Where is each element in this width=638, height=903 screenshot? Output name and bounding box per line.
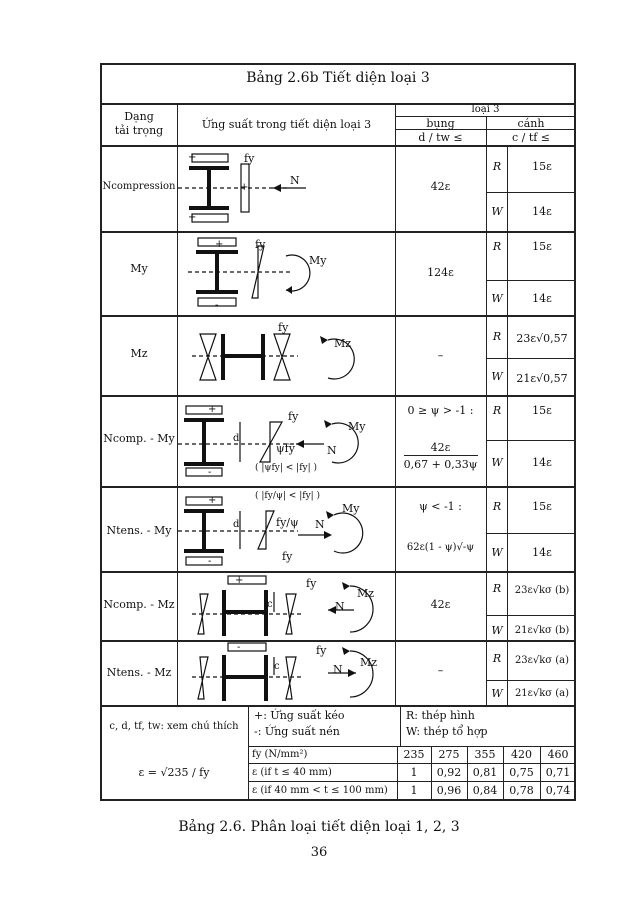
row-flange-rolled: 23ε√kσ (a) (514, 655, 570, 666)
ibeam-web (226, 675, 264, 679)
label-N: N (327, 444, 337, 457)
flange-top-box (228, 576, 266, 584)
label-Mz: Mz (360, 656, 378, 669)
row-flange-welded: 21ε√kσ (b) (514, 625, 570, 636)
ibeam-web (226, 610, 264, 614)
plus-sign: + (188, 152, 197, 163)
row-flange-rolled: 23ε√0,57 (516, 332, 568, 345)
plus-sign: + (188, 212, 197, 223)
label-fy-over-psi: fy/ψ (276, 516, 299, 529)
label-fy: fy (288, 410, 299, 423)
rule (486, 358, 576, 359)
welded-letter: W (491, 292, 503, 305)
header-load-type-1: Dạng (124, 110, 154, 123)
epsilon-formula: ε = √235 / fy (138, 766, 210, 779)
notes-symbols: c, d, tf, tw: xem chú thích (109, 721, 239, 732)
ibeam-web (215, 254, 219, 290)
table-title: Bảng 2.6b Tiết diện loại 3 (246, 70, 430, 86)
label-Mz: Mz (357, 587, 375, 600)
notes-rolled: R: thép hình (406, 709, 475, 722)
label-c: c (267, 599, 273, 610)
flange-top-box (192, 154, 228, 162)
ibeam-top-flange (184, 418, 224, 422)
label-My: My (348, 420, 366, 433)
ibeam-right-flange (264, 590, 268, 636)
row-load: Ntens. - Mz (106, 666, 172, 679)
label-My: My (309, 254, 327, 267)
flange-top-box (228, 643, 266, 651)
flange-stress-left (200, 334, 216, 380)
ibeam-left-flange (222, 590, 226, 636)
ibeam-web (225, 354, 261, 358)
row-web-limit: – (437, 349, 444, 362)
stress-diagram-bending-y (178, 232, 394, 314)
epsilon-cell: 1 (410, 766, 418, 779)
stress-diagram-tens-bending-z (178, 641, 394, 704)
ibeam-right-flange (261, 334, 265, 380)
row-flange-rolled: 15ε (532, 240, 552, 253)
row-load: My (130, 262, 148, 275)
minus-sign: - (208, 467, 212, 478)
label-N: N (290, 174, 300, 187)
rule (486, 533, 576, 534)
header-stress: Ứng suất trong tiết diện loại 3 (201, 118, 372, 131)
welded-letter: W (491, 205, 503, 218)
flange-top-box (186, 497, 222, 505)
rule (248, 763, 576, 764)
plus-sign: + (215, 239, 224, 250)
ibeam-top-flange (189, 166, 229, 170)
row-load: Ncomp. - Mz (103, 598, 175, 611)
welded-letter: W (491, 687, 503, 700)
moment-arc (334, 513, 363, 553)
label-N: N (333, 663, 343, 676)
label-d: d (233, 433, 240, 444)
page-number: 36 (310, 845, 328, 860)
rolled-letter: R (492, 500, 502, 513)
row-web-numerator: 42ε (430, 441, 451, 454)
epsilon-cell: 0,71 (545, 766, 571, 779)
ibeam-bottom-flange (184, 462, 224, 466)
minus-sign: - (208, 556, 212, 567)
notes-minus: -: Ứng suất nén (254, 725, 340, 738)
welded-letter: W (491, 370, 503, 383)
row-web-expression: 62ε(1 - ψ)√-ψ (406, 542, 475, 553)
row-load: Ntens. - My (106, 524, 172, 537)
row-flange-rolled: 15ε (532, 404, 552, 417)
epsilon-cell: 0,75 (509, 766, 534, 779)
row-flange-welded: 14ε (532, 205, 552, 218)
rolled-letter: R (492, 652, 502, 665)
label-N: N (335, 600, 345, 613)
ibeam-web (202, 422, 206, 462)
moment-arrowhead (286, 286, 292, 294)
minus-sign: - (237, 642, 241, 653)
rule (248, 781, 576, 782)
stress-diagram-comp-bending-z (178, 572, 394, 639)
row-web-limit: 124ε (427, 266, 454, 279)
ibeam-bottom-flange (196, 290, 238, 294)
label-psi-fy: ψfy (276, 442, 295, 455)
row-flange-welded: 14ε (532, 546, 552, 559)
plus-sign: + (208, 404, 217, 415)
rule (486, 192, 576, 193)
fraction-bar (404, 455, 478, 456)
label-fy: fy (306, 577, 317, 590)
row-web-limit: – (437, 664, 444, 677)
welded-letter: W (491, 624, 503, 637)
notes-plus: +: Ứng suất kéo (254, 709, 345, 722)
linear-stress-triangle (258, 511, 274, 549)
force-arrowhead (296, 440, 304, 448)
epsilon-row-label: ε (if t ≤ 40 mm) (252, 767, 332, 778)
epsilon-cell: 0,74 (545, 784, 571, 797)
label-My: My (342, 502, 360, 515)
rolled-letter: R (492, 330, 502, 343)
force-arrowhead (324, 531, 332, 539)
stress-diagram-compression (178, 146, 394, 230)
ibeam-top-flange (184, 509, 224, 513)
rule (486, 615, 576, 616)
rolled-letter: R (492, 240, 502, 253)
label-fy: fy (316, 644, 327, 657)
flange-top-box (186, 406, 222, 414)
epsilon-cell: 355 (474, 748, 496, 761)
epsilon-cell: 0,78 (509, 784, 534, 797)
moment-arrowhead (320, 336, 328, 344)
label-c: c (274, 661, 280, 672)
rule (400, 705, 401, 746)
epsilon-cell: 0,92 (436, 766, 462, 779)
flange-stress-right (286, 657, 296, 699)
condition-note: ( |ψfy| < |fy| ) (255, 463, 318, 473)
ibeam-web (202, 513, 206, 549)
rule (248, 746, 576, 747)
plus-sign: + (235, 575, 244, 586)
rolled-letter: R (492, 404, 502, 417)
row-web-limit: 42ε (430, 598, 451, 611)
row-flange-welded: 14ε (532, 456, 552, 469)
label-N: N (315, 518, 325, 531)
flange-stress-left (198, 657, 208, 699)
flange-bottom-box (186, 468, 222, 476)
epsilon-cell: 0,81 (472, 766, 498, 779)
moment-arrowhead (342, 582, 350, 590)
header-flange-ratio: c / tf ≤ (511, 131, 551, 144)
row-flange-rolled: 23ε√kσ (b) (514, 585, 570, 596)
row-load: Ncompression (102, 181, 176, 192)
notes-welded: W: thép tổ hợp (406, 725, 488, 738)
ibeam-bottom-flange (189, 206, 229, 210)
moment-arrowhead (324, 420, 332, 428)
header-load-type-2: tải trọng (114, 124, 164, 137)
epsilon-cell: 0,96 (436, 784, 462, 797)
plus-sign: + (208, 495, 217, 506)
minus-sign: - (215, 300, 219, 311)
row-flange-welded: 21ε√0,57 (516, 372, 568, 385)
flange-bottom-box (192, 214, 228, 222)
row-web-limit: 42ε (430, 180, 451, 193)
row-flange-rolled: 15ε (532, 160, 552, 173)
welded-letter: W (491, 546, 503, 559)
condition-note: ( |fy/ψ| < |fy| ) (255, 491, 321, 501)
epsilon-row-label: fy (N/mm²) (252, 749, 308, 760)
epsilon-cell: 1 (410, 784, 418, 797)
ibeam-web (207, 170, 211, 206)
label-fy: fy (255, 238, 266, 251)
ibeam-right-flange (264, 655, 268, 701)
row-flange-welded: 21ε√kσ (a) (514, 688, 570, 699)
row-flange-rolled: 15ε (532, 500, 552, 513)
label-d: d (233, 519, 240, 530)
row-web-denominator: 0,67 + 0,33ψ (403, 458, 478, 471)
rolled-letter: R (492, 582, 502, 595)
epsilon-cell: 0,84 (472, 784, 498, 797)
rule (507, 145, 508, 705)
epsilon-cell: 275 (438, 748, 460, 761)
label-fy: fy (278, 321, 289, 334)
epsilon-cell: 460 (547, 748, 569, 761)
rolled-letter: R (492, 160, 502, 173)
row-web-condition: ψ < -1 : (419, 500, 462, 513)
rule (248, 705, 249, 801)
label-fy: fy (282, 550, 293, 563)
row-load: Mz (130, 347, 148, 360)
epsilon-cell: 235 (403, 748, 425, 761)
ibeam-bottom-flange (184, 549, 224, 553)
force-arrowhead (348, 669, 356, 677)
moment-arc (286, 255, 310, 291)
ibeam-left-flange (222, 655, 226, 701)
welded-letter: W (491, 456, 503, 469)
rule (486, 280, 576, 281)
label-fy: fy (244, 152, 255, 165)
figure-caption: Bảng 2.6. Phân loại tiết diện loại 1, 2, 3 (178, 819, 460, 835)
moment-arrowhead (326, 511, 334, 519)
row-web-condition: 0 ≥ ψ > -1 : (407, 404, 474, 417)
rule (486, 680, 576, 681)
ibeam-left-flange (221, 334, 225, 380)
row-flange-welded: 14ε (532, 292, 552, 305)
flange-stress-right (274, 334, 290, 380)
rule (100, 705, 576, 707)
flange-bottom-box (186, 557, 222, 565)
force-arrowhead (273, 184, 281, 192)
header-flange: cánh (517, 117, 545, 130)
label-Mz: Mz (334, 337, 352, 350)
moment-arrowhead (342, 647, 350, 655)
epsilon-cell: 420 (511, 748, 532, 761)
plus-sign: + (240, 182, 249, 193)
row-load: Ncomp. - My (103, 432, 175, 445)
epsilon-row-label: ε (if 40 mm < t ≤ 100 mm) (252, 785, 388, 796)
rule (486, 440, 576, 441)
header-web: bụng (426, 117, 455, 130)
header-class: loại 3 (471, 104, 500, 115)
header-web-ratio: d / tw ≤ (418, 131, 463, 144)
